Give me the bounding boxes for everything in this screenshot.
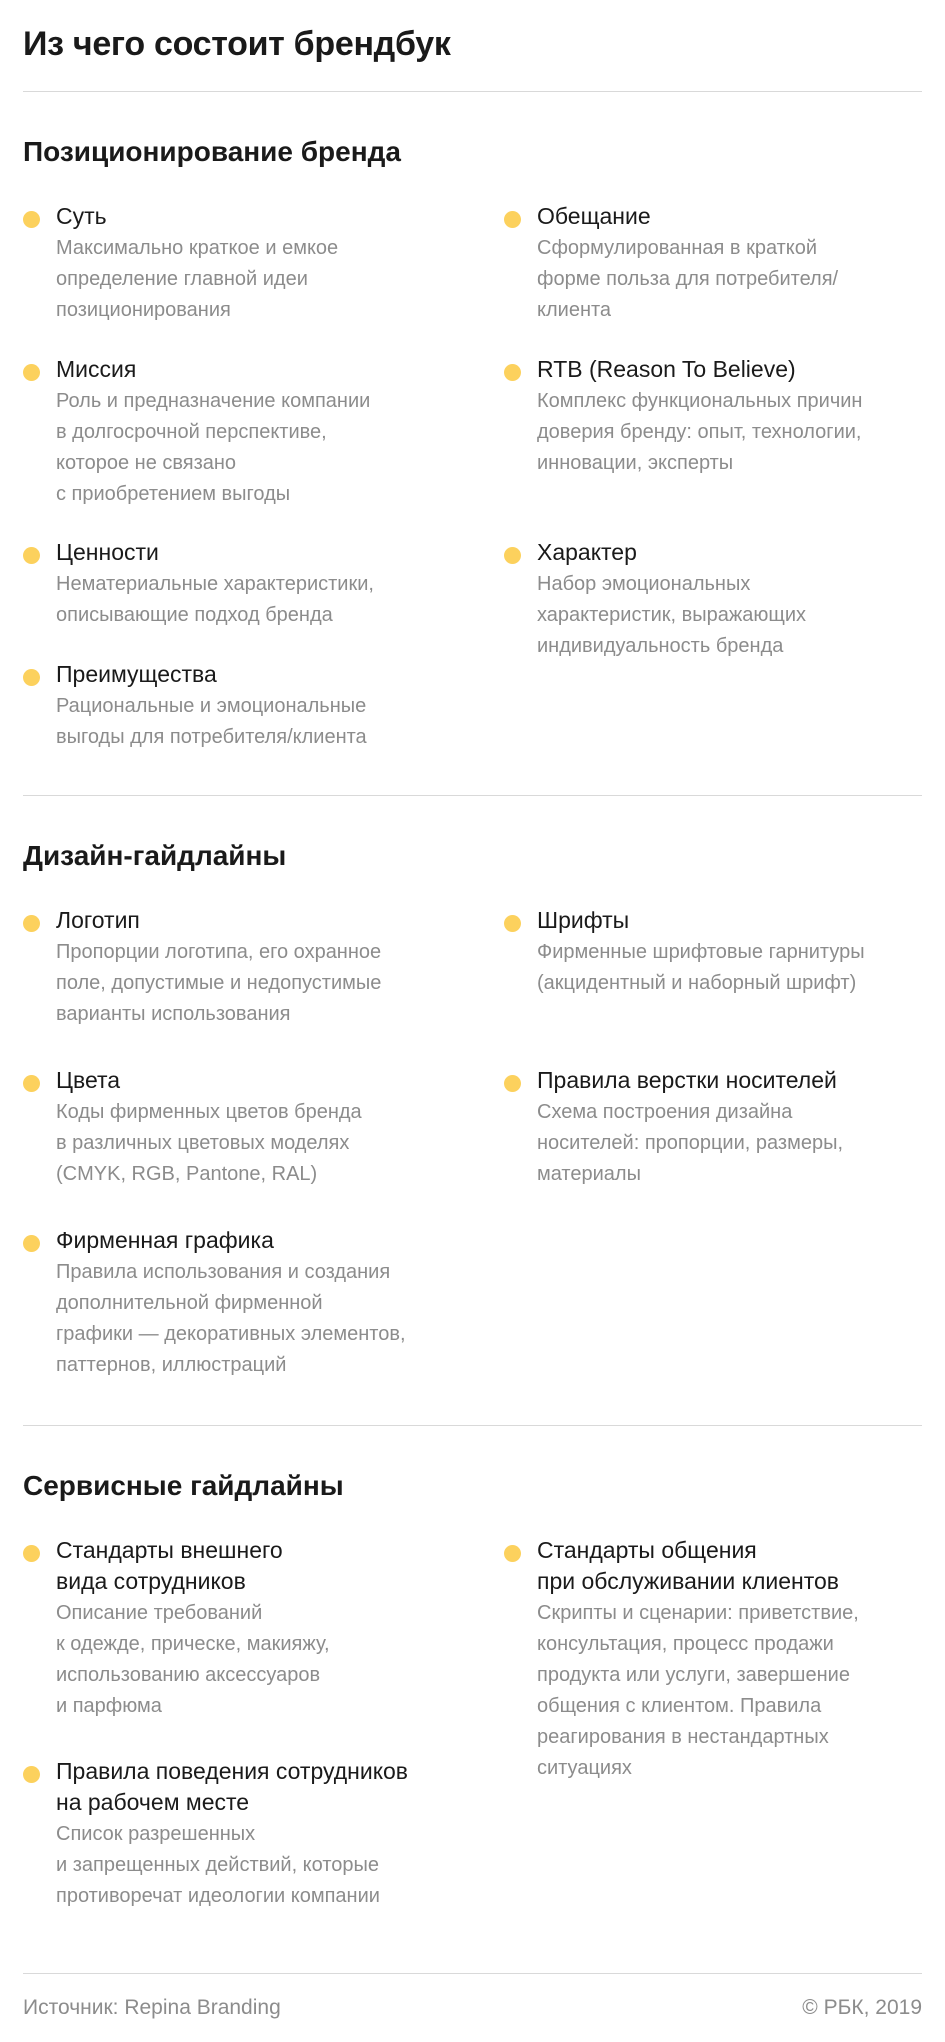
bullet-dot-icon — [23, 1766, 40, 1783]
item-title: Правила поведения сотрудников на рабочем месте — [56, 1758, 409, 1815]
item-title: Шрифты — [537, 907, 630, 933]
item-title: Правила верстки носителей — [537, 1067, 837, 1093]
bullet-dot-icon — [504, 1075, 521, 1092]
item-description: Коды фирменных цветов бренда в различных цветовых моделях (CMYK, RGB, Pantone, RAL) — [56, 1101, 362, 1185]
item-title: Характер — [537, 539, 637, 565]
item-title: Обещание — [537, 203, 651, 229]
bullet-dot-icon — [504, 547, 521, 564]
item-description: Комплекс функциональных причин доверия бренду: опыт, технологии, инновации, эксперты — [537, 390, 863, 474]
item-title: Преимущества — [56, 661, 217, 687]
bullet-dot-icon — [23, 915, 40, 932]
section-title: Сервисные гайдлайны — [23, 1470, 344, 1501]
item-description: Описание требований к одежде, прическе, макияжу, использованию аксессуаров и парфюма — [56, 1602, 330, 1717]
item-description: Рациональные и эмоциональные выгоды для потребителя/клиента — [56, 695, 367, 748]
item-description: Скрипты и сценарии: приветствие, консультация, процесс продажи продукта или услуги, завершение общения с клиентом. Правила реагирования в нестандартных ситуациях — [537, 1602, 859, 1779]
item-title: Цвета — [56, 1067, 121, 1093]
bullet-dot-icon — [23, 364, 40, 381]
item-title: RTB (Reason To Believe) — [537, 356, 796, 382]
bullet-dot-icon — [23, 669, 40, 686]
section-title: Дизайн-гайдлайны — [23, 840, 287, 871]
bullet-dot-icon — [504, 915, 521, 932]
divider — [23, 1425, 922, 1426]
item-description: Сформулированная в краткой форме польза для потребителя/ клиента — [537, 237, 839, 321]
bullet-dot-icon — [23, 1545, 40, 1562]
item-title: Логотип — [56, 907, 140, 933]
item-title: Миссия — [56, 356, 137, 382]
item-description: Максимально краткое и емкое определение главной идеи позиционирования — [56, 237, 339, 321]
item-title: Стандарты внешнего вида сотрудников — [56, 1537, 283, 1594]
source-note: Источник: Repina Branding — [23, 1996, 281, 2019]
item-title: Ценности — [56, 539, 159, 565]
bullet-dot-icon — [504, 211, 521, 228]
copyright-note: © РБК, 2019 — [802, 1996, 922, 2019]
page-title: Из чего состоит брендбук — [23, 25, 451, 63]
item-title: Суть — [56, 203, 107, 229]
item-description: Нематериальные характеристики, описывающие подход бренда — [56, 573, 374, 626]
bullet-dot-icon — [504, 364, 521, 381]
divider — [23, 1973, 922, 1974]
divider — [23, 91, 922, 92]
item-description: Набор эмоциональных характеристик, выражающих индивидуальность бренда — [537, 573, 807, 657]
item-title: Стандарты общения при обслуживании клиентов — [537, 1537, 840, 1594]
bullet-dot-icon — [504, 1545, 521, 1562]
divider — [23, 795, 922, 796]
item-description: Фирменные шрифтовые гарнитуры (акцидентный и наборный шрифт) — [537, 941, 865, 994]
item-description: Список разрешенных и запрещенных действий, которые противоречат идеологии компании — [56, 1823, 380, 1907]
bullet-dot-icon — [23, 211, 40, 228]
item-description: Правила использования и создания дополнительной фирменной графики — декоративных элементов, паттернов, иллюстраций — [56, 1261, 406, 1376]
bullet-dot-icon — [23, 1235, 40, 1252]
item-title: Фирменная графика — [56, 1227, 274, 1253]
item-description: Схема построения дизайна носителей: пропорции, размеры, материалы — [537, 1101, 843, 1185]
bullet-dot-icon — [23, 1075, 40, 1092]
bullet-dot-icon — [23, 547, 40, 564]
section-title: Позиционирование бренда — [23, 136, 401, 167]
item-description: Роль и предназначение компании в долгосрочной перспективе, которое не связано с приобретением выгоды — [56, 390, 371, 505]
item-description: Пропорции логотипа, его охранное поле, допустимые и недопустимые варианты использования — [56, 941, 382, 1025]
